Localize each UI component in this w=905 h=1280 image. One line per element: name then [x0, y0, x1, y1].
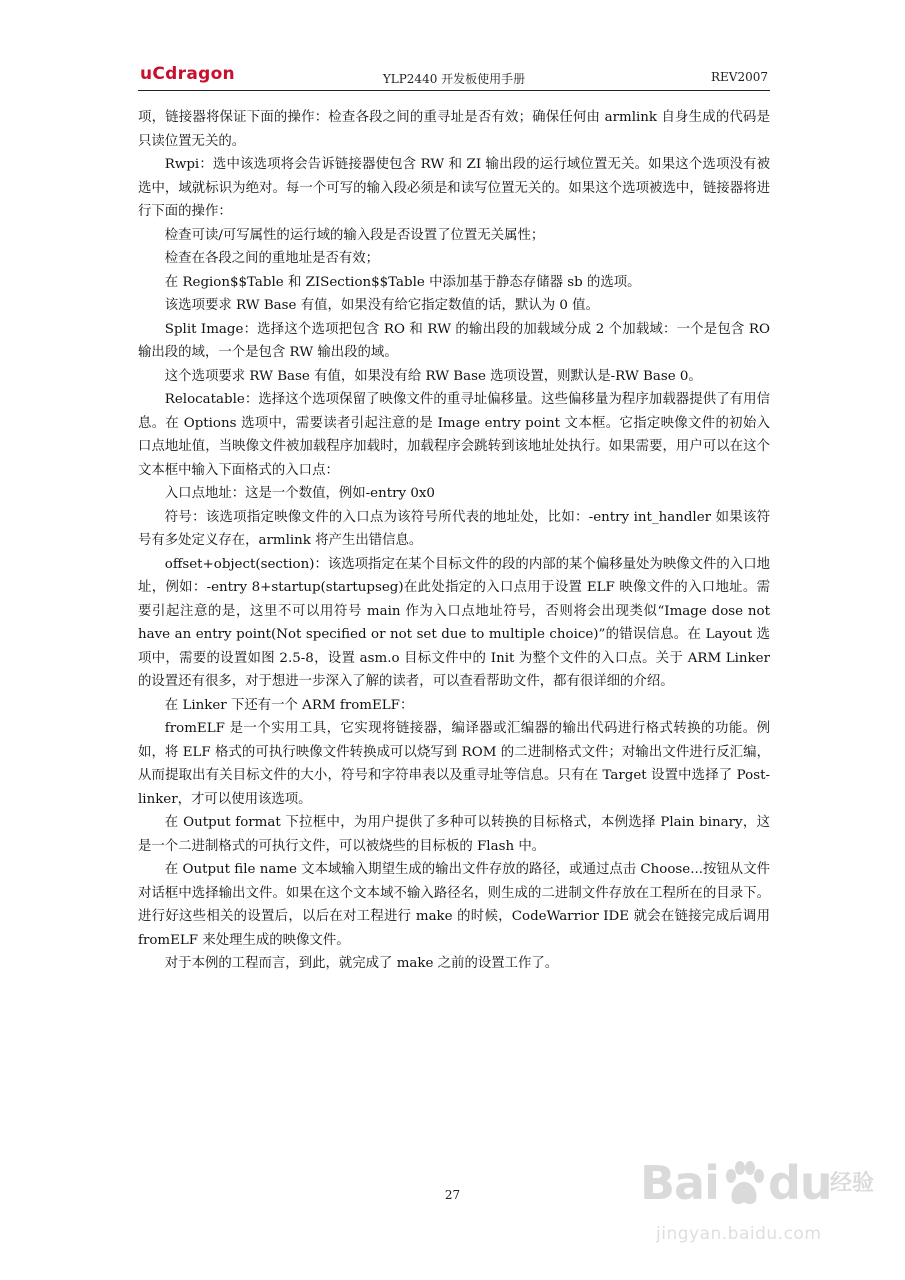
paragraph-relocatable: Relocatable：选择这个选项保留了映像文件的重寻址偏移量。这些偏移量为程序加载器提供了有用信息。在 Options 选项中，需要读者引起注意的是 Image entry point 文本框。它指定映像文件的初始入口点地址值，当映像文件被加载程序加载时，加载程序会跳转到该地址处执行。如果需要，用户可以在这个文本框中输入下面格式的入口点：	[138, 392, 770, 478]
paragraph-check-reloc: 检查在各段之间的重地址是否有效；	[164, 251, 380, 266]
paragraph-split-image: Split Image：选择这个选项把包含 RO 和 RW 的输出段的加载域分成 2 个加载域：一个是包含 RO 输出段的域，一个是包含 RW 输出段的域。	[138, 321, 770, 360]
baidu-jingyan-watermark	[640, 1150, 880, 1260]
paragraph-entry-address: 入口点地址：这是一个数值，例如-entry 0x0	[164, 486, 435, 501]
paragraph-check-rw: 检查可读/可写属性的运行域的输入段是否设置了位置无关属性；	[164, 227, 545, 243]
paragraph-rwpi: Rwpi：选中该选项将会告诉链接器使包含 RW 和 ZI 输出段的运行域位置无关。如果这个选项没有被选中，域就标识为绝对。每一个可写的输入段必须是和读写位置无关的。如果这个选项被选中，链接器将进行下面的操作：	[138, 157, 770, 219]
paragraph-entry-symbol: 符号：该选项指定映像文件的入口点为该符号所代表的地址处，比如：-entry int_handler 如果该符号有多处定义存在，armlink 将产生出错信息。	[138, 509, 770, 548]
revision-label: REV2007	[711, 70, 768, 84]
paw-icon	[722, 1160, 766, 1208]
watermark-du: du	[768, 1156, 832, 1210]
page-body	[138, 106, 770, 976]
document-title: YLP2440 开发板使用手册	[382, 72, 526, 86]
paragraph-output-format: 在 Output format 下拉框中，为用户提供了多种可以转换的目标格式，本例选择 Plain binary，这是一个二进制格式的可执行文件，可以被烧些的目标板的 Flash 中。	[138, 815, 770, 854]
watermark-url: jingyan.baidu.com	[656, 1224, 822, 1244]
page-header	[138, 62, 770, 91]
brand-logo: uCdragon	[140, 64, 235, 84]
paragraph-conclusion: 对于本例的工程而言，到此，就完成了 make 之前的设置工作了。	[164, 956, 559, 971]
paragraph-fromelf-intro: 在 Linker 下还有一个 ARM fromELF：	[164, 697, 414, 713]
page-number: 27	[444, 1188, 461, 1202]
paragraph-continuation: 项，链接器将保证下面的操作：检查各段之间的重寻址是否有效；确保任何由 armlink 自身生成的代码是只读位置无关的。	[138, 110, 770, 149]
paragraph-rw-base: 该选项要求 RW Base 有值，如果没有给它指定数值的话，默认为 0 值。	[164, 298, 599, 313]
paragraph-offset-object: offset+object(section)：该选项指定在某个目标文件的段的内部的某个偏移量处为映像文件的入口地址，例如：-entry 8+startup(startupseg)在此处指定的入口点用于设置 ELF 映像文件的入口地址。需要引起注意的是，这里不可以用符号 main 作为入口点地址符号，否则将会出现类似“Image dose not have an entry point(Not specified or not set due to multiple choice)”的错误信息。在 Layout 选项中，需要的设置如图 2.5-8，设置 asm.o 目标文件中的 Init 为整个文件的入口点。关于 ARM Linker 的设置还有很多，对于想进一步深入了解的读者，可以查看帮助文件，都有很详细的介绍。	[138, 556, 770, 689]
paragraph-split-default: 这个选项要求 RW Base 有值，如果没有给 RW Base 选项设置，则默认是-RW Base 0。	[164, 368, 702, 384]
paragraph-region-table: 在 Region$$Table 和 ZISection$$Table 中添加基于静态存储器 sb 的选项。	[164, 274, 641, 290]
paragraph-fromelf-desc: fromELF 是一个实用工具，它实现将链接器，编译器或汇编器的输出代码进行格式转换的功能。例如，将 ELF 格式的可执行映像文件转换成可以烧写到 ROM 的二进制格式文件；对输出文件进行反汇编，从而提取出有关目标文件的大小，符号和字符串表以及重寻址等信息。只有在 Target 设置中选择了 Post-linker，才可以使用该选项。	[138, 721, 770, 807]
watermark-bai: Bai	[640, 1156, 719, 1210]
paragraph-output-file: 在 Output file name 文本域输入期望生成的输出文件存放的路径，或通过点击 Choose...按钮从文件对话框中选择输出文件。如果在这个文本域不输入路径名，则生成的二进制文件存放在工程所在的目录下。进行好这些相关的设置后，以后在对工程进行 make 的时候，CodeWarrior IDE 就会在链接完成后调用 fromELF 来处理生成的映像文件。	[138, 862, 770, 948]
watermark-jingyan: 经验	[830, 1171, 875, 1196]
